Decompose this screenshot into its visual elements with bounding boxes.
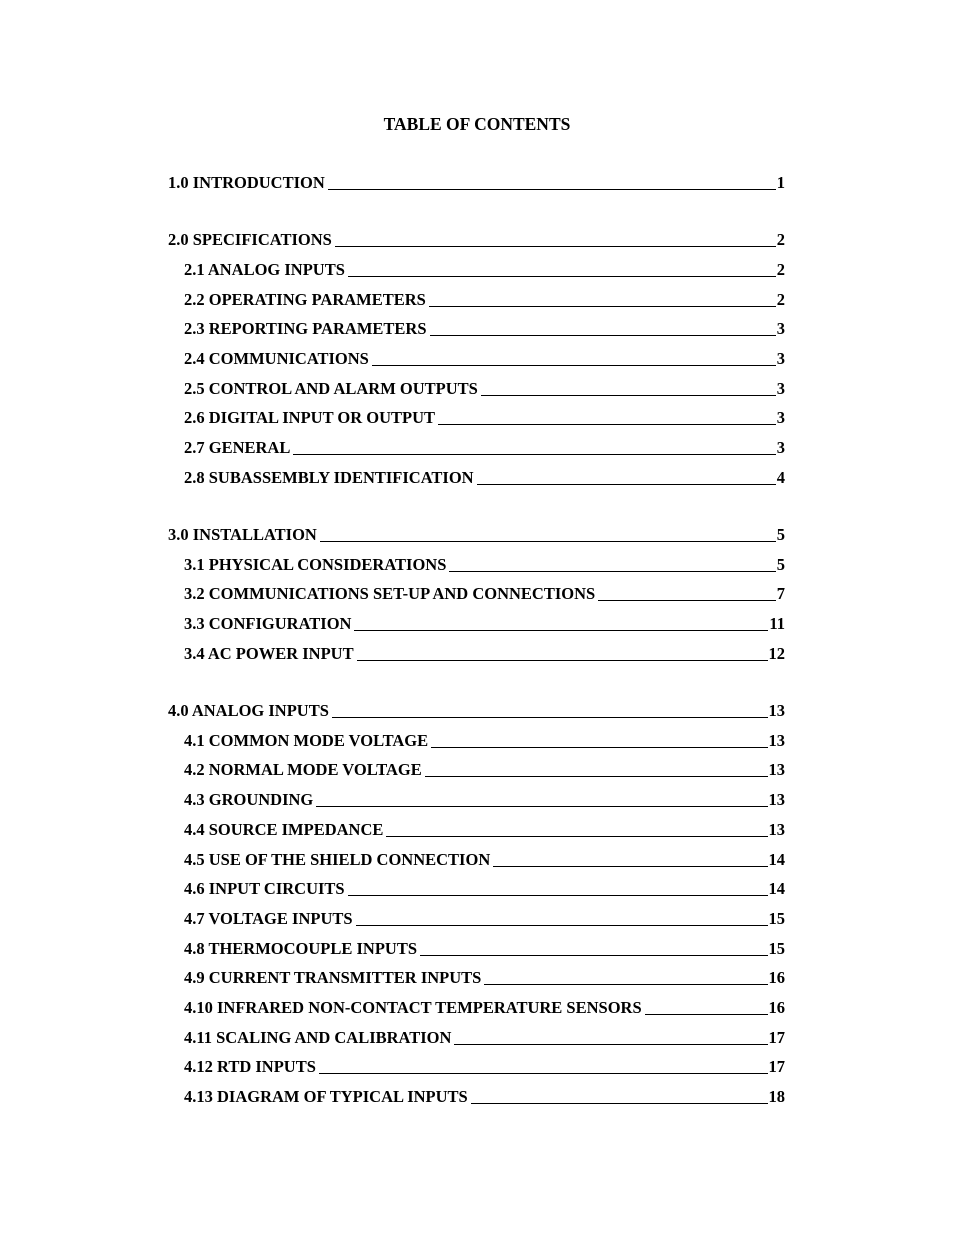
- toc-entry-label: 4.6 INPUT CIRCUITS: [184, 879, 345, 899]
- toc-subsection-entry[interactable]: [184, 759, 785, 781]
- toc-page-number: 16: [768, 998, 785, 1017]
- toc-entry-label: 2.1 ANALOG INPUTS: [184, 259, 345, 279]
- toc-entry-label: 3.2 COMMUNICATIONS SET-UP AND CONNECTIONS: [184, 584, 596, 604]
- toc-leader-line: [354, 613, 768, 631]
- toc-leader-line: [598, 583, 776, 601]
- toc-entry-label: 2.8 SUBASSEMBLY IDENTIFICATION: [184, 467, 474, 487]
- toc-subsection-entry[interactable]: [184, 437, 785, 459]
- toc-leader-line: [431, 730, 767, 748]
- toc-entry-label: 4.3 GROUNDING: [184, 790, 314, 810]
- toc-leader-line: [430, 318, 776, 336]
- toc-subsection-entry[interactable]: [184, 819, 785, 841]
- toc-entry-label: 2.7 GENERAL: [184, 438, 291, 458]
- toc-entry-label: 4.10 INFRARED NON-CONTACT TEMPERATURE SENSORS: [184, 998, 642, 1017]
- toc-entry-label: 2.6 DIGITAL INPUT OR OUTPUT: [184, 408, 436, 428]
- toc-page-number: 3: [776, 349, 785, 368]
- toc-entry-label: 4.0 ANALOG INPUTS: [168, 701, 329, 720]
- toc-subsection-entry[interactable]: [184, 1056, 785, 1078]
- toc-leader-line: [484, 967, 767, 985]
- toc-subsection-entry[interactable]: [184, 613, 785, 635]
- toc-subsection-entry[interactable]: [184, 583, 785, 605]
- toc-leader-line: [449, 554, 775, 572]
- toc-leader-line: [386, 819, 767, 837]
- toc-entry-label: 4.9 CURRENT TRANSMITTER INPUTS: [184, 968, 482, 988]
- toc-entry-label: 3.1 PHYSICAL CONSIDERATIONS: [184, 554, 447, 574]
- toc-entry-label: 4.8 THERMOCOUPLE INPUTS: [184, 938, 418, 958]
- toc-leader-line: [425, 759, 768, 777]
- toc-subsection-entry[interactable]: [184, 967, 785, 989]
- toc-subsection-entry[interactable]: [184, 318, 785, 340]
- toc-leader-line: [319, 1056, 768, 1074]
- toc-subsection-entry[interactable]: [184, 378, 785, 400]
- toc-page-number: 16: [768, 968, 785, 988]
- toc-page-number: 3: [776, 378, 785, 398]
- toc-subsection-entry[interactable]: [184, 789, 785, 811]
- toc-leader-line: [429, 289, 776, 307]
- toc-leader-line: [356, 908, 768, 926]
- toc-leader-line: [335, 229, 776, 247]
- toc-leader-line: [348, 259, 776, 277]
- toc-page-number: 3: [776, 408, 785, 428]
- toc-subsection-entry[interactable]: [184, 908, 785, 930]
- toc-leader-line: [293, 437, 775, 455]
- toc-page-number: 2: [776, 259, 785, 279]
- toc-page-number: 17: [768, 1057, 785, 1077]
- toc-leader-line: [372, 348, 776, 366]
- toc-leader-line: [471, 1086, 768, 1104]
- toc-entry-label: 2.4 COMMUNICATIONS: [184, 349, 369, 368]
- toc-page-number: 13: [768, 819, 785, 839]
- toc-subsection-entry[interactable]: [184, 407, 785, 429]
- toc-page-number: 18: [768, 1087, 785, 1107]
- toc-entry-label: 4.11 SCALING AND CALIBRATION: [184, 1027, 452, 1047]
- toc-entry-label: 4.2 NORMAL MODE VOLTAGE: [184, 760, 422, 780]
- toc-entry-label: 4.13 DIAGRAM OF TYPICAL INPUTS: [184, 1087, 468, 1107]
- toc-subsection-entry[interactable]: [184, 467, 785, 489]
- toc-subsection-entry[interactable]: [184, 849, 785, 871]
- toc-section-entry[interactable]: [168, 524, 785, 546]
- toc-page-number: 13: [768, 701, 785, 720]
- toc-entry-label: 4.4 SOURCE IMPEDANCE: [184, 819, 384, 839]
- toc-page-number: 12: [768, 643, 785, 663]
- toc-page-number: 13: [768, 760, 785, 780]
- toc-page-number: 14: [768, 849, 785, 869]
- toc-subsection-entry[interactable]: [184, 289, 785, 311]
- toc-entry-label: 3.4 AC POWER INPUT: [184, 643, 354, 663]
- toc-leader-line: [477, 467, 776, 485]
- toc-subsection-entry[interactable]: [184, 348, 785, 370]
- toc-subsection-entry[interactable]: [184, 1086, 785, 1108]
- toc-leader-line: [320, 524, 776, 542]
- toc-page-number: 13: [768, 730, 785, 750]
- toc-page-number: 5: [776, 554, 785, 574]
- toc-page-number: 14: [768, 879, 785, 899]
- page-title: TABLE OF CONTENTS: [383, 114, 571, 134]
- toc-page-number: 5: [776, 525, 785, 544]
- toc-leader-line: [493, 849, 767, 867]
- toc-page-number: 3: [776, 438, 785, 458]
- toc-page-number: 15: [768, 908, 785, 928]
- toc-page-number: 15: [768, 938, 785, 958]
- toc-section-entry[interactable]: [168, 172, 785, 194]
- toc-page-number: 2: [776, 289, 785, 309]
- toc-entry-label: 3.3 CONFIGURATION: [184, 614, 352, 634]
- toc-subsection-entry[interactable]: [184, 643, 785, 665]
- toc-entry-label: 4.1 COMMON MODE VOLTAGE: [184, 730, 429, 750]
- toc-section-entry[interactable]: [168, 700, 785, 722]
- toc-leader-line: [316, 789, 767, 807]
- toc-subsection-entry[interactable]: [184, 259, 785, 281]
- toc-section-entry[interactable]: [168, 229, 785, 251]
- toc-page-number: 2: [776, 230, 785, 250]
- toc-entry-label: 2.3 REPORTING PARAMETERS: [184, 319, 427, 339]
- toc-entry-label: 2.0 SPECIFICATIONS: [168, 230, 332, 250]
- toc-subsection-entry[interactable]: [184, 938, 785, 960]
- toc-subsection-entry[interactable]: [184, 878, 785, 900]
- toc-entry-label: 2.2 OPERATING PARAMETERS: [184, 289, 426, 309]
- toc-page-number: 7: [776, 584, 785, 604]
- toc-entry-label: 4.5 USE OF THE SHIELD CONNECTION: [184, 849, 491, 869]
- toc-subsection-entry[interactable]: [184, 1027, 785, 1049]
- toc-leader-line: [328, 172, 776, 190]
- toc-subsection-entry[interactable]: [184, 730, 785, 752]
- toc-leader-line: [332, 700, 768, 718]
- toc-page-number: 4: [776, 467, 785, 487]
- toc-leader-line: [420, 938, 767, 956]
- toc-leader-line: [481, 378, 776, 396]
- toc-leader-line: [357, 643, 768, 661]
- toc-leader-line: [438, 407, 776, 425]
- toc-leader-line: [454, 1027, 767, 1045]
- toc-entry-label: 3.0 INSTALLATION: [168, 525, 317, 544]
- toc-subsection-entry[interactable]: [184, 997, 785, 1019]
- toc-entry-label: 1.0 INTRODUCTION: [168, 173, 325, 192]
- toc-page-number: 17: [768, 1027, 785, 1047]
- toc-entry-label: 4.12 RTD INPUTS: [184, 1057, 316, 1077]
- toc-leader-line: [348, 878, 768, 896]
- toc-page-number: 3: [776, 319, 785, 339]
- toc-page-number: 11: [769, 614, 785, 634]
- toc-page-number: 1: [776, 173, 785, 192]
- toc-subsection-entry[interactable]: [184, 554, 785, 576]
- toc-leader-line: [645, 997, 768, 1015]
- toc-entry-label: 4.7 VOLTAGE INPUTS: [184, 908, 353, 928]
- toc-entry-label: 2.5 CONTROL AND ALARM OUTPUTS: [184, 378, 478, 398]
- toc-page-number: 13: [768, 790, 785, 810]
